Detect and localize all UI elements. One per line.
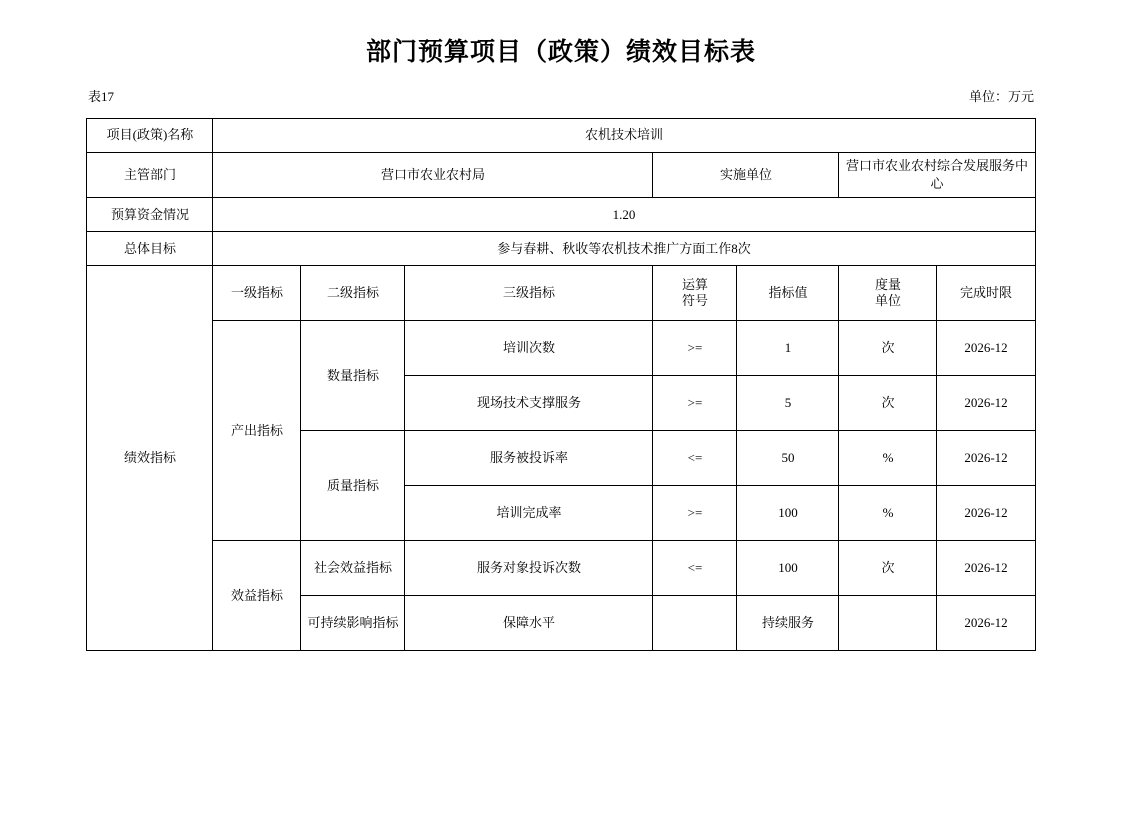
measure-unit	[839, 596, 937, 651]
indicators-section-label: 绩效指标	[87, 266, 213, 651]
table-number: 表17	[88, 89, 115, 104]
indicator-value: 100	[737, 541, 839, 596]
budget-value: 1.20	[213, 198, 1035, 232]
budget-label: 预算资金情况	[87, 198, 213, 232]
level3-name: 培训次数	[405, 321, 653, 376]
table-row	[87, 198, 1035, 232]
col-header-level1: 一级指标	[213, 266, 301, 321]
indicator-value: 1	[737, 321, 839, 376]
measure-unit: 次	[839, 376, 937, 431]
col-header-operator-line1: 运算	[681, 277, 708, 293]
measure-unit: 次	[839, 321, 937, 376]
level1-benefit: 效益指标	[213, 541, 301, 651]
operator-value: <=	[653, 431, 737, 486]
level3-name: 服务被投诉率	[405, 431, 653, 486]
page-title: 部门预算项目（政策）绩效目标表	[365, 38, 756, 66]
operator-value: >=	[653, 321, 737, 376]
dept-label: 主管部门	[87, 153, 213, 198]
col-header-unit	[839, 266, 937, 321]
document-page	[0, 32, 1122, 825]
table-header-row	[87, 266, 1035, 321]
col-header-value: 指标值	[737, 266, 839, 321]
operator-value: >=	[653, 376, 737, 431]
table-row	[87, 541, 1035, 596]
indicator-value: 50	[737, 431, 839, 486]
table-row	[87, 119, 1035, 153]
col-header-unit-line2: 单位	[874, 293, 901, 309]
operator-value	[653, 596, 737, 651]
dept-value: 营口市农业农村局	[213, 153, 653, 198]
performance-target-table	[86, 118, 1035, 651]
deadline-value: 2026-12	[937, 376, 1035, 431]
meta-row	[0, 86, 1122, 106]
indicator-value: 5	[737, 376, 839, 431]
col-header-operator	[653, 266, 737, 321]
table-row	[87, 321, 1035, 376]
level3-name: 服务对象投诉次数	[405, 541, 653, 596]
col-header-unit-line1: 度量	[874, 277, 901, 293]
col-header-deadline: 完成时限	[937, 266, 1035, 321]
deadline-value: 2026-12	[937, 431, 1035, 486]
col-header-level2: 二级指标	[301, 266, 405, 321]
impl-label: 实施单位	[653, 153, 839, 198]
measure-unit: %	[839, 486, 937, 541]
level1-output: 产出指标	[213, 321, 301, 541]
level2-quantity: 数量指标	[301, 321, 405, 431]
level3-name: 保障水平	[405, 596, 653, 651]
deadline-value: 2026-12	[937, 486, 1035, 541]
operator-value: >=	[653, 486, 737, 541]
impl-value: 营口市农业农村综合发展服务中心	[839, 153, 1035, 198]
indicator-value: 持续服务	[737, 596, 839, 651]
deadline-value: 2026-12	[937, 541, 1035, 596]
operator-value: <=	[653, 541, 737, 596]
measure-unit: %	[839, 431, 937, 486]
deadline-value: 2026-12	[937, 321, 1035, 376]
project-name-value: 农机技术培训	[213, 119, 1035, 153]
unit-note: 单位：万元	[968, 89, 1034, 104]
level2-sustainable-impact: 可持续影响指标	[301, 596, 405, 651]
project-name-label: 项目(政策)名称	[87, 119, 213, 153]
overall-goal-value: 参与春耕、秋收等农机技术推广方面工作8次	[213, 232, 1035, 266]
overall-goal-label: 总体目标	[87, 232, 213, 266]
level3-name: 现场技术支撑服务	[405, 376, 653, 431]
deadline-value: 2026-12	[937, 596, 1035, 651]
col-header-operator-line2: 符号	[681, 293, 708, 309]
col-header-level3: 三级指标	[405, 266, 653, 321]
level3-name: 培训完成率	[405, 486, 653, 541]
table-row	[87, 232, 1035, 266]
level2-social-benefit: 社会效益指标	[301, 541, 405, 596]
measure-unit: 次	[839, 541, 937, 596]
level2-quality: 质量指标	[301, 431, 405, 541]
indicator-value: 100	[737, 486, 839, 541]
table-row	[87, 153, 1035, 198]
